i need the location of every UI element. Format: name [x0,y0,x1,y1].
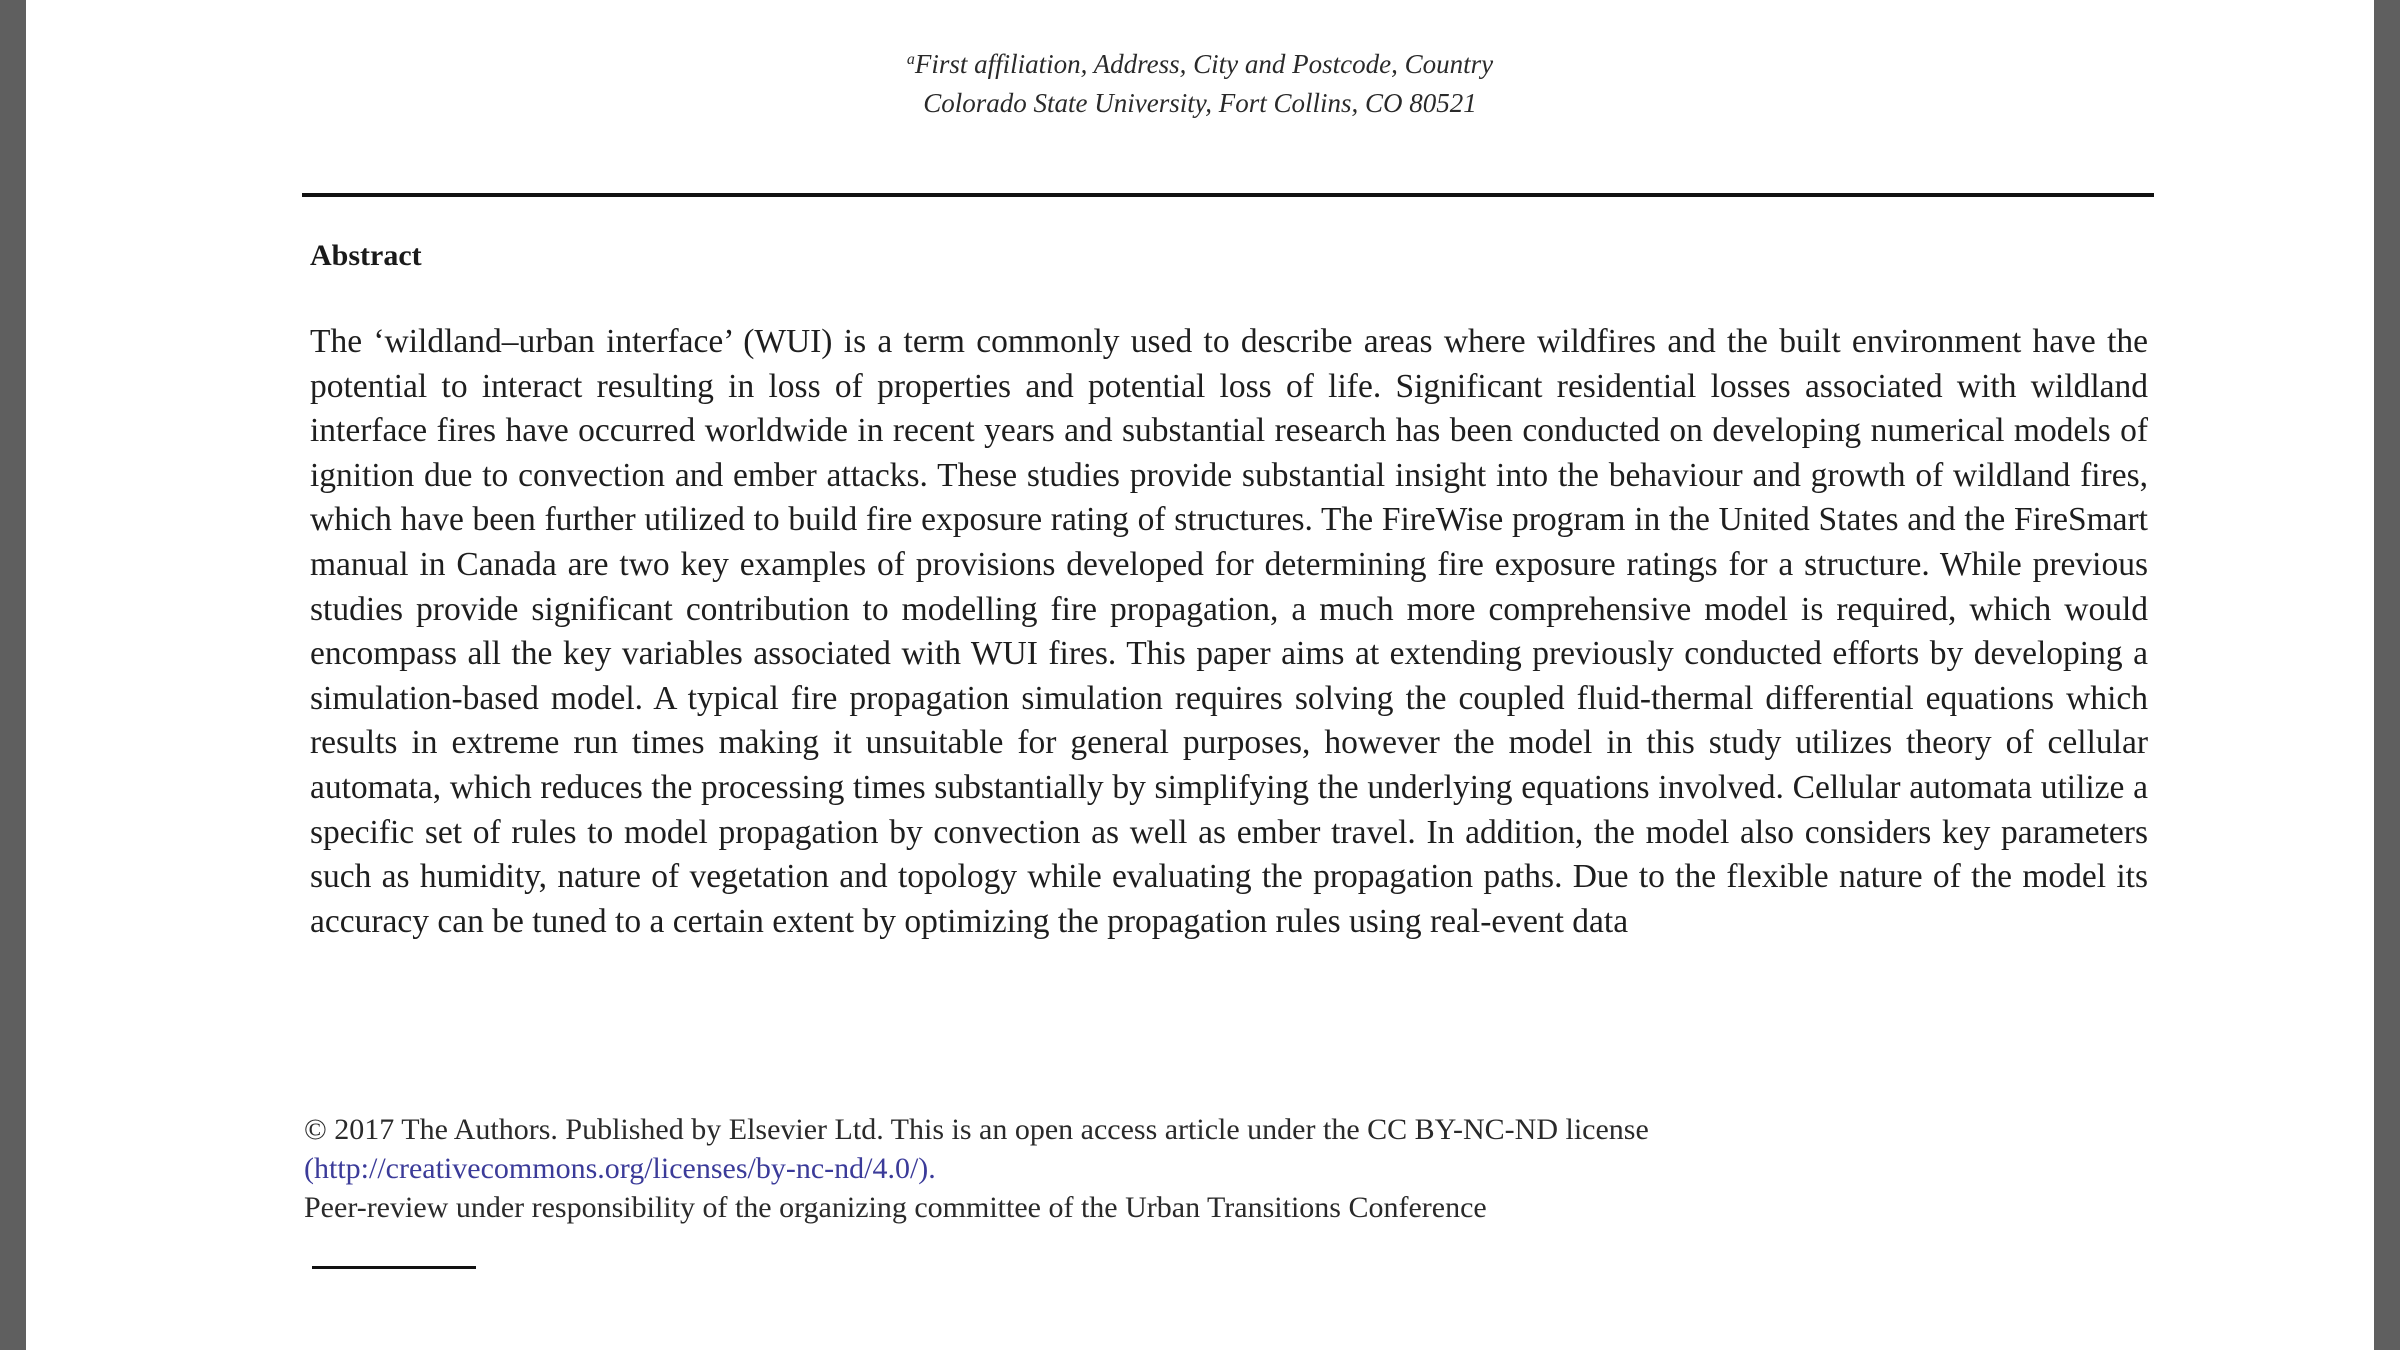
header-divider [302,193,2154,197]
abstract-heading: Abstract [310,239,422,272]
paper-page [26,0,2374,1350]
affiliation-line-1 [26,39,2374,85]
license-link[interactable]: (http://creativecommons.org/licenses/by-nc-nd/4.0/). [304,1152,936,1185]
affiliation-line-2: Colorado State University, Fort Collins, CO 80521 [923,88,1477,118]
peer-review-line: Peer-review under responsibility of the organizing committee of the Urban Transitions Conference [304,1191,1487,1224]
affiliation-marker: a [906,51,915,68]
copyright-line: © 2017 The Authors. Published by Elsevier Ltd. This is an open access article under the CC BY-NC-ND license [304,1113,1649,1146]
footnote-divider [312,1266,476,1269]
affiliation-text-1: First affiliation, Address, City and Postcode, Country [914,49,1494,79]
abstract-body: The ‘wildland–urban interface’ (WUI) is a term commonly used to describe areas where wildfires and the built environment have the potential to interact resulting in loss of properties and potential loss of life. Significant residential losses associated with wildland interface fires have occurred worldwide in recent years and substantial research has been conducted on developing numerical models of ignition due to convection and ember attacks. These studies provide substantial insight into the behaviour and growth of wildland fires, which have been further utilized to build fire exposure rating of structures. The FireWise program in the United States and the FireSmart manual in Canada are two key examples of provisions developed for determining fire exposure ratings for a structure. While previous studies provide significant contribution to modelling fire propagation, a much more comprehensive model is required, which would encompass all the key variables associated with WUI fires. This paper aims at extending previously conducted efforts by developing a simulation-based model. A typical fire propagation simulation requires solving the coupled fluid-thermal differential equations which results in extreme run times making it unsuitable for general purposes, however the model in this study utilizes theory of cellular automata, which reduces the processing times substantially by simplifying the underlying equations involved. Cellular automata utilize a specific set of rules to model propagation by convection as well as ember travel. In addition, the model also considers key parameters such as humidity, nature of vegetation and topology while evaluating the propagation paths. Due to the flexible nature of the model its accuracy can be tuned to a certain extent by optimizing the propagation rules using real-event data [310,323,2148,940]
copyright-footer [304,1110,2164,1227]
